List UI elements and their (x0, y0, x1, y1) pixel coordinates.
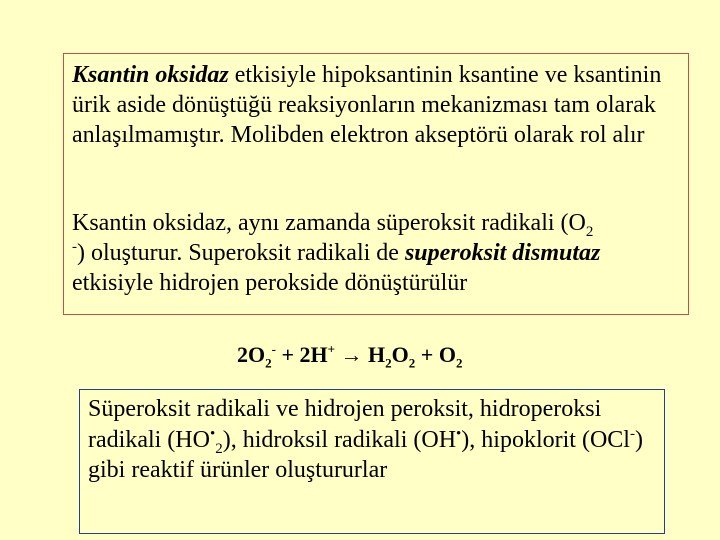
term-xanthine-oxidase: Ksantin oksidaz (72, 62, 229, 88)
term-superoxide-dismutase: superoksit dismutaz (404, 240, 601, 266)
eq-product-1-o: O (391, 342, 409, 367)
radical-dot: • (209, 425, 216, 442)
paragraph-3-text-a: Süperoksit radikali ve hidrojen peroksit, hidroperoksi radikali (HO (88, 396, 602, 453)
paragraph-reactive-products (88, 394, 660, 486)
eq-sub: 2 (408, 355, 416, 371)
eq-sub: 2 (385, 355, 392, 371)
eq-sup: + (327, 341, 336, 357)
paragraph-2-text-c: etkisiyle hidrojen perokside dönüştürülür (72, 270, 468, 296)
paragraph-xanthine-oxidase-mechanism (72, 60, 684, 150)
eq-sub: 2 (455, 355, 463, 371)
eq-product-2: + O (415, 342, 456, 367)
eq-sub: 2 (265, 355, 272, 371)
paragraph-3-text-b: ), hidroksil radikali (OH (222, 426, 457, 453)
minus-superscript: - (629, 425, 635, 442)
eq-reactant-1: 2O (237, 342, 266, 367)
chemical-equation (237, 340, 462, 370)
radical-dot: • (456, 425, 462, 442)
eq-arrow: → (335, 342, 369, 367)
eq-sup: - (271, 341, 276, 357)
paragraph-1-text: etkisiyle hipoksantinin ksantine ve ksantinin ürik aside dönüştüğü reaksiyonların mekanizması tam olarak anlaşılmamıştır. Molibden elektron akseptörü olarak rol alır (72, 62, 662, 148)
paragraph-2-text-a: Ksantin oksidaz, aynı zamanda süperoksit radikali (O (72, 210, 586, 236)
minus-superscript: - (72, 239, 77, 255)
o2-subscript: 2 (585, 223, 594, 240)
subscript: 2 (215, 440, 223, 457)
eq-reactant-2: + 2H (275, 342, 328, 367)
paragraph-superoxide-formation (72, 208, 684, 298)
paragraph-3-text-d: ) gibi reaktif ürünler oluştururlar (88, 426, 643, 483)
paragraph-2-text-b: ) oluşturur. Superoksit radikali de (77, 240, 405, 266)
paragraph-3-text-c: ), hipoklorit (OCl (461, 426, 630, 453)
eq-product-1: H (368, 342, 386, 367)
